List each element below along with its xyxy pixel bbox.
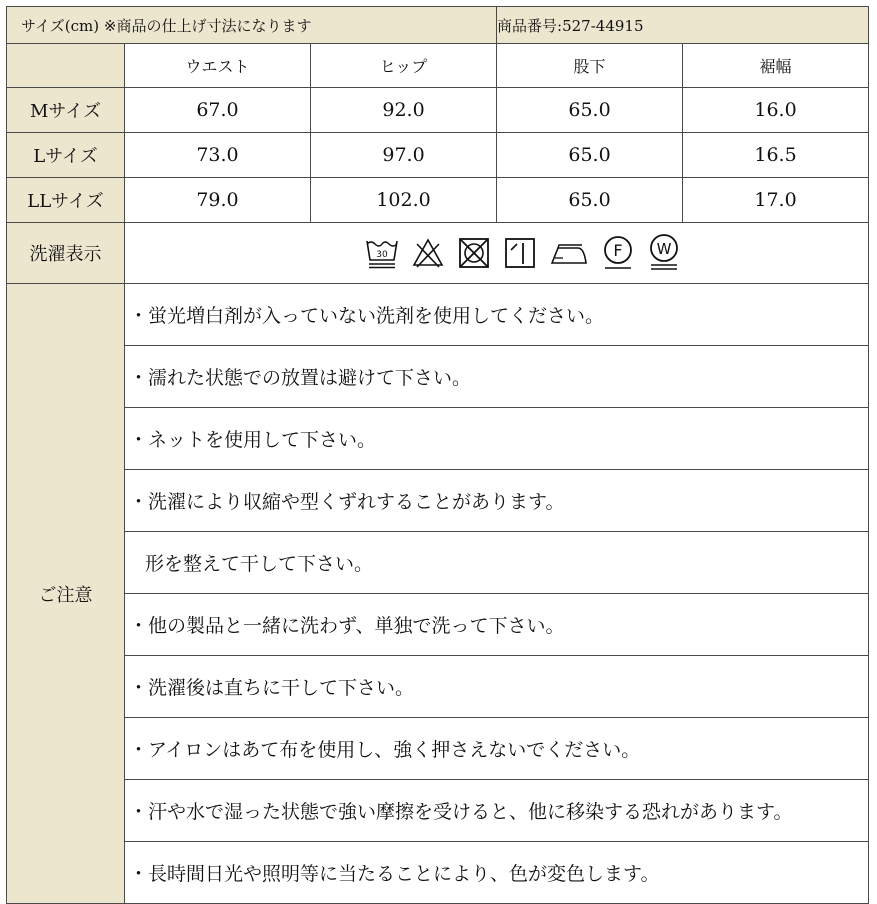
hip-value: 92.0: [311, 88, 497, 133]
svg-text:W: W: [656, 240, 671, 258]
inseam-value: 65.0: [497, 133, 683, 178]
washing-icons-cell: [125, 223, 869, 284]
size-label: Mサイズ: [7, 88, 125, 133]
col-waist: ウエスト: [125, 44, 311, 88]
hem-width-value: 17.0: [683, 178, 869, 223]
size-unit-note: サイズ(cm) ※商品の仕上げ寸法になります: [7, 7, 497, 44]
note-row: [7, 408, 869, 470]
waist-value: 79.0: [125, 178, 311, 223]
hem-width-value: 16.0: [683, 88, 869, 133]
note-item: ・洗濯後は直ちに干して下さい。: [125, 656, 869, 718]
notes-label: ご注意: [7, 284, 125, 904]
note-item: ・洗濯により収縮や型くずれすることがあります。: [125, 470, 869, 532]
corner-cell: [7, 44, 125, 88]
size-label: Lサイズ: [7, 133, 125, 178]
note-item: ・他の製品と一緒に洗わず、単独で洗って下さい。: [125, 594, 869, 656]
no-tumble-dry-icon: [457, 236, 491, 270]
size-row-ll: [7, 178, 869, 223]
wet-clean-w-icon: [647, 233, 681, 273]
note-row: [7, 470, 869, 532]
col-hem-width: 裾幅: [683, 44, 869, 88]
svg-text:30: 30: [375, 250, 388, 260]
size-row-l: [7, 133, 869, 178]
note-item: ・長時間日光や照明等に当たることにより、色が変色します。: [125, 842, 869, 904]
note-row: [7, 656, 869, 718]
note-row: [7, 532, 869, 594]
hip-value: 97.0: [311, 133, 497, 178]
note-row: [7, 718, 869, 780]
waist-value: 73.0: [125, 133, 311, 178]
inseam-value: 65.0: [497, 178, 683, 223]
size-label: LLサイズ: [7, 178, 125, 223]
hip-value: 102.0: [311, 178, 497, 223]
note-row: [7, 842, 869, 904]
col-inseam: 股下: [497, 44, 683, 88]
washing-label: 洗濯表示: [7, 223, 125, 284]
dry-clean-f-icon: [601, 234, 635, 272]
product-number: 商品番号:527-44915: [497, 7, 869, 44]
note-row: [7, 284, 869, 346]
note-item: ・ネットを使用して下さい。: [125, 408, 869, 470]
svg-text:F: F: [612, 241, 623, 260]
washing-row: [7, 223, 869, 284]
wash-30-icon: [365, 236, 399, 270]
drip-dry-icon: [503, 236, 537, 270]
note-item-continued: 形を整えて干して下さい。: [125, 532, 869, 594]
note-row: [7, 594, 869, 656]
column-header-row: [7, 44, 869, 88]
inseam-value: 65.0: [497, 88, 683, 133]
note-item: ・蛍光増白剤が入っていない洗剤を使用してください。: [125, 284, 869, 346]
waist-value: 67.0: [125, 88, 311, 133]
col-hip: ヒップ: [311, 44, 497, 88]
size-table: [6, 6, 869, 904]
hem-width-value: 16.5: [683, 133, 869, 178]
no-bleach-icon: [411, 236, 445, 270]
note-item: ・アイロンはあて布を使用し、強く押さえないでください。: [125, 718, 869, 780]
note-item: ・濡れた状態での放置は避けて下さい。: [125, 346, 869, 408]
note-item: ・汗や水で湿った状態で強い摩擦を受けると、他に移染する恐れがあります。: [125, 780, 869, 842]
iron-low-icon: [549, 236, 589, 270]
size-row-m: [7, 88, 869, 133]
note-row: [7, 780, 869, 842]
note-row: [7, 346, 869, 408]
washing-icons: [125, 233, 868, 273]
header-row: [7, 7, 869, 44]
